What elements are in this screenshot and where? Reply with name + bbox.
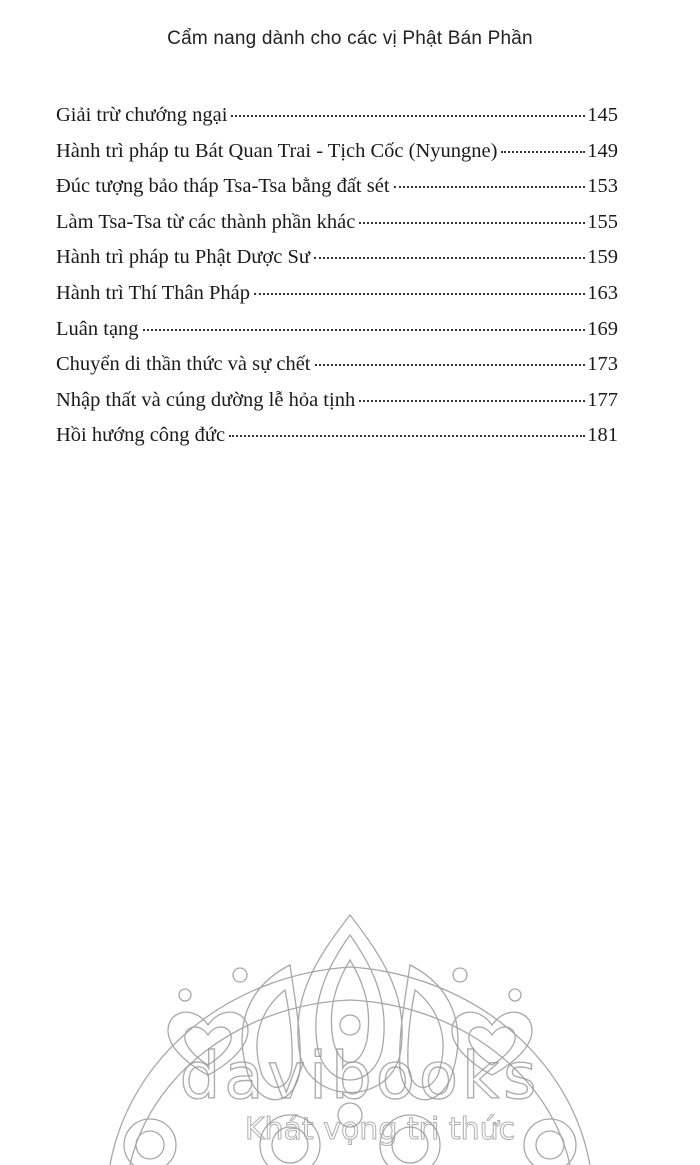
toc-entry [56,389,618,425]
toc-entry [56,318,618,354]
toc-entry-title: Đúc tượng bảo tháp Tsa-Tsa bằng đất sét [56,175,390,198]
running-header: Cẩm nang dành cho các vị Phật Bán Phần [167,28,533,49]
dot-leader [314,257,585,259]
toc-entry-title: Hành trì pháp tu Bát Quan Trai - Tịch Cốc (Nyungne) [56,139,498,162]
toc-entry [56,140,618,176]
toc-entry-title: Giải trừ chướng ngại [56,104,228,126]
dot-leader [394,186,586,188]
toc-entry-page: 181 [587,424,618,447]
toc-entry-page: 153 [587,175,618,198]
toc-entry [56,424,618,460]
toc-entry-title: Hành trì pháp tu Phật Dược Sư [56,246,310,269]
toc-entry-title: Chuyển di thần thức và sự chết [56,353,311,376]
dot-leader [359,400,585,402]
toc-entry-title: Hồi hướng công đức [56,424,226,447]
dot-leader [501,151,585,153]
publisher-watermark: davibooks [179,1040,541,1114]
toc-entry [56,353,618,389]
toc-entry-page: 149 [587,139,618,162]
toc-entry-page: 163 [587,281,618,304]
toc-entry [56,246,618,282]
toc-entry-page: 155 [587,210,618,233]
toc-entry-page: 173 [587,353,618,376]
toc-entry [56,175,618,211]
dot-leader [315,364,586,366]
toc-entry-title: Hành trì Thí Thân Pháp [56,281,250,304]
toc-entry-page: 159 [587,246,618,269]
toc-entry [56,104,618,140]
toc-entry-page: 145 [587,104,618,126]
dot-leader [229,435,585,437]
toc-entry-title: Nhập thất và cúng dường lễ hỏa tịnh [56,388,356,411]
dot-leader [143,329,586,331]
dot-leader [359,222,585,224]
toc-entry [56,211,618,247]
publisher-tagline: Khát vọng tri thức [244,1112,516,1147]
toc-entry-page: 169 [587,317,618,340]
dot-leader [231,115,585,117]
toc-entry-page: 177 [587,388,618,411]
toc-entry-title: Làm Tsa-Tsa từ các thành phần khác [56,210,356,233]
dot-leader [254,293,585,295]
table-of-contents [56,104,618,460]
toc-entry [56,282,618,318]
toc-entry-title: Luân tạng [56,317,139,340]
